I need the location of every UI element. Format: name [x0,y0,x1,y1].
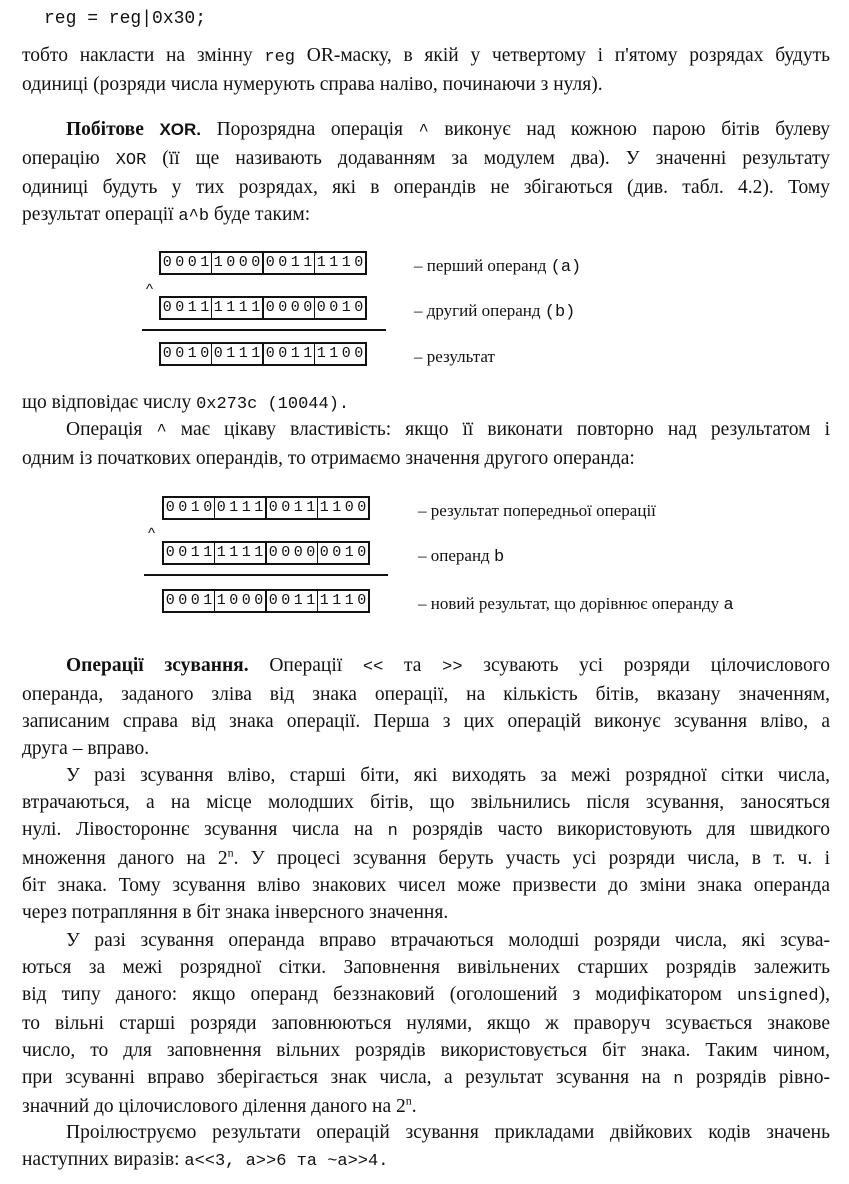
bit-digit: 0 [319,544,329,561]
paragraph-bitwise-xor [22,116,830,230]
bit-digit: 1 [200,299,210,316]
bit-digit: 0 [354,299,364,316]
bit-digit: 0 [241,592,251,609]
text-line: значний до цілочислового ділення даного на 2$^n$. [22,1093,417,1117]
bit-digit: 1 [241,544,251,561]
bit-digit: 0 [175,299,185,316]
bit-digit: 1 [293,592,303,609]
nibble-group [164,543,215,563]
bit-digit: 0 [187,254,197,271]
bit-digit: 1 [213,299,223,316]
nibble-group [315,253,365,273]
bit-digit: 0 [265,299,275,316]
bit-digit: 0 [175,254,185,271]
bit-digit: 0 [265,254,275,271]
row-label: – операнд b [418,546,505,567]
divider-line [144,574,388,576]
bit-digit: 1 [213,254,223,271]
bit-digit: 0 [165,544,175,561]
bit-digit: 1 [254,544,264,561]
bit-digit: 0 [213,345,223,362]
bit-digit: 1 [200,254,210,271]
text-line: то вільні старші розряди заповнюються нулями, якщо ж праворуч зсувається знакове [22,1013,830,1034]
nibble-group [318,498,368,518]
bit-digit: 1 [290,254,300,271]
text-line: ються за межі розрядної сітки. Заповнення вивільнених старших розрядів залежить [22,957,830,978]
bit-digit: 0 [162,254,172,271]
nibble-group [267,591,318,611]
nibble-group [161,344,212,364]
bit-digit: 0 [281,592,291,609]
bit-digit: 1 [344,544,354,561]
bit-digit: 0 [200,345,210,362]
text-line: друга – вправо. [22,738,150,759]
xor-operator: ^ [148,525,156,542]
nibble-group [318,543,368,563]
bit-digit: 0 [281,499,291,516]
bit-digit: 1 [226,345,236,362]
bit-digit: 0 [290,299,300,316]
bit-digit: 0 [303,299,313,316]
bit-row [162,541,370,565]
bit-digit: 1 [251,345,261,362]
bit-digit: 1 [203,592,213,609]
bit-digit: 0 [357,592,367,609]
bit-digit: 0 [265,345,275,362]
text-line: тобто накласти на змінну reg OR-маску, в якій у четвертому і п'ятому розрядах будуть [22,45,830,67]
bit-row [162,496,370,520]
xor-operator: ^ [146,281,154,298]
text-line: Побітове XOR. Порозрядна операція ^ виконує над кожною парою бітів булеву [66,119,831,141]
bit-digit: 1 [329,254,339,271]
bit-digit: 1 [226,299,236,316]
nibble-group [161,253,212,273]
bit-digit: 0 [190,592,200,609]
bit-digit: 1 [203,544,213,561]
paragraph-shift-operations [22,652,830,762]
bit-digit: 1 [229,544,239,561]
bit-digit: 0 [332,544,342,561]
nibble-group [264,298,315,318]
nibble-group [315,344,365,364]
bit-digit: 1 [293,499,303,516]
bit-digit: 0 [268,592,278,609]
bit-digit: 0 [203,499,213,516]
text-line: Операція ^ має цікаву властивість: якщо її виконати повторно над результатом і [66,419,831,441]
divider-line [142,329,386,331]
text-line: через потрапляння в біт знака інверсного значення. [22,902,449,923]
bit-digit: 0 [165,592,175,609]
nibble-group [264,344,315,364]
paragraph-result-value [22,389,830,418]
nibble-group [212,298,264,318]
text-line: одним із початкових операндів, то отримаємо значення другого операнда: [22,448,635,469]
nibble-group [164,591,215,611]
bit-digit: 1 [190,499,200,516]
bit-digit: 1 [332,499,342,516]
bit-digit: 0 [278,254,288,271]
bit-digit: 0 [306,544,316,561]
bit-digit: 1 [290,345,300,362]
bit-digit: 0 [354,345,364,362]
bit-digit: 0 [229,592,239,609]
code-line-top: reg = reg|0x30; [44,9,207,29]
text-line: наступних виразів: a<<3, a>>6 та ~a>>4. [22,1149,389,1171]
bit-digit: 0 [281,544,291,561]
nibble-group [315,298,365,318]
text-line: множення даного на 2$^n$. У процесі зсування беруть участь усі розряди числа, в т. ч. і [22,845,830,869]
paragraph-or-mask [22,42,830,98]
bit-digit: 1 [344,592,354,609]
text-line: Операції зсування. Операції << та >> зсувають усі розряди цілочислового [66,655,831,677]
row-label: – перший операнд (a) [414,256,582,277]
paragraph-shift-left [22,762,830,926]
bit-row [159,251,367,275]
bit-digit: 1 [238,345,248,362]
bit-digit: 0 [341,345,351,362]
inline-code: reg [264,48,295,67]
bit-digit: 0 [251,254,261,271]
bit-digit: 0 [268,544,278,561]
bit-digit: 0 [278,299,288,316]
bit-digit: 0 [238,254,248,271]
bit-digit: 1 [306,592,316,609]
bit-digit: 1 [251,299,261,316]
nibble-group [264,253,315,273]
nibble-group [212,253,264,273]
bit-digit: 1 [254,499,264,516]
text-line: від типу даного: якщо операнд беззнаковий (оголошений з модифікатором unsigned), [22,984,830,1006]
bit-row [162,589,370,613]
row-label: – результат попередньої операції [418,501,656,520]
bit-digit: 1 [303,345,313,362]
bit-digit: 1 [316,345,326,362]
bit-digit: 0 [316,299,326,316]
text-line: У разі зсування операнда вправо втрачаються молодші розряди числа, які зсува- [66,930,830,951]
text-line: число, то для заповнення вільних розрядів використовується біт знака. Таким чином, [22,1040,830,1061]
bit-digit: 1 [303,254,313,271]
text-line: Проілюструємо результати операцій зсування прикладами двійкових кодів значень [66,1122,830,1143]
text-line: втрачаються, а на місце молодших бітів, що звільнились після зсування, заносяться [22,792,830,813]
bit-digit: 0 [344,499,354,516]
text-line: нулі. Лівостороннє зсування числа на n розрядів часто використовують для швидкого [22,819,831,841]
nibble-group [212,344,264,364]
bit-digit: 1 [190,544,200,561]
bit-row [159,342,367,366]
text-line: результат операції a^b буде таким: [22,204,311,226]
text-line: при зсуванні вправо зберігається знак числа, а результат зсування на n розрядів рівно- [22,1067,830,1089]
text-line: біт знака. Тому зсування вліво знакових чисел може призвести до зміни знака операнда [22,875,830,896]
bit-digit: 0 [268,499,278,516]
bit-digit: 0 [165,499,175,516]
bit-digit: 1 [216,544,226,561]
bit-digit: 1 [341,254,351,271]
bit-digit: 1 [316,254,326,271]
bit-digit: 0 [354,254,364,271]
nibble-group [267,498,318,518]
row-label: – результат [414,347,495,366]
text-line: одиниці (розряди числа нумерують справа наліво, починаючи з нуля). [22,74,603,95]
nibble-group [318,591,368,611]
text-line: що відповідає числу 0x273c (10044). [22,392,350,414]
bit-digit: 0 [162,299,172,316]
nibble-group [215,591,267,611]
bit-digit: 0 [357,544,367,561]
nibble-group [215,498,267,518]
bit-digit: 0 [178,592,188,609]
bit-digit: 1 [187,299,197,316]
bit-digit: 1 [216,592,226,609]
nibble-group [215,543,267,563]
text-line: записаним справа від знака операції. Перша з цих операцій виконує зсування вліво, а [22,711,830,732]
bit-digit: 1 [319,499,329,516]
bit-digit: 0 [254,592,264,609]
bit-row [159,296,367,320]
bit-digit: 0 [162,345,172,362]
section-heading: Побітове [66,119,160,140]
text-line: операнда, заданого зліва від знака операції, на кількість бітів, вказану значенням, [22,684,830,705]
bit-digit: 1 [332,592,342,609]
bit-digit: 0 [329,299,339,316]
paragraph-xor-property [22,416,830,472]
section-heading: Операції зсування. [66,655,249,676]
bit-digit: 1 [187,345,197,362]
row-label: – новий результат, що дорівнює операнду a [418,594,734,615]
text-line: одиниці будуть у тих розрядах, які в операндів не збігаються (див. табл. 4.2). Тому [22,177,830,198]
bit-digit: 0 [175,345,185,362]
nibble-group [267,543,318,563]
bit-digit: 0 [216,499,226,516]
bit-digit: 1 [229,499,239,516]
bit-digit: 1 [238,299,248,316]
nibble-group [164,498,215,518]
bit-digit: 0 [293,544,303,561]
nibble-group [161,298,212,318]
bit-digit: 1 [341,299,351,316]
bit-digit: 0 [357,499,367,516]
bit-digit: 1 [329,345,339,362]
paragraph-shift-right [22,927,830,1120]
row-label: – другий операнд (b) [414,301,576,322]
bit-digit: 0 [178,499,188,516]
bit-digit: 1 [306,499,316,516]
text-line: операцію XOR (її ще називають додаванням за модулем два). У значенні результату [22,148,830,170]
bit-digit: 0 [178,544,188,561]
paragraph-shift-examples [22,1119,830,1175]
bit-digit: 1 [241,499,251,516]
bit-digit: 0 [226,254,236,271]
text-line: У разі зсування вліво, старші біти, які виходять за межі розрядної сітки числа, [66,765,830,786]
bit-digit: 1 [319,592,329,609]
bit-digit: 0 [278,345,288,362]
